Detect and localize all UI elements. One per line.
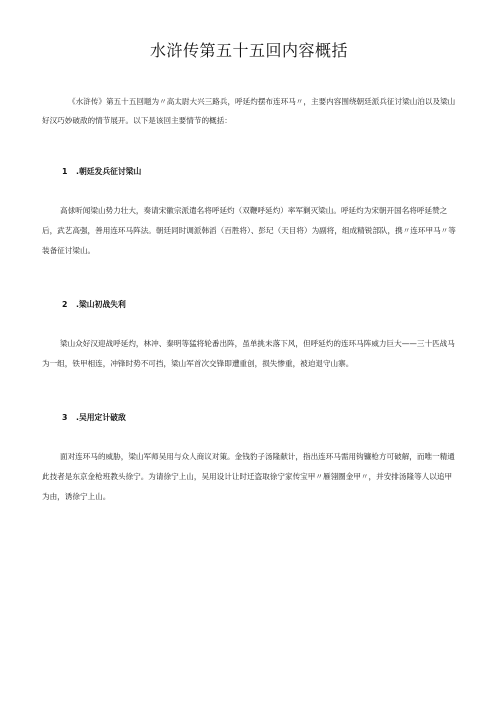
- intro-paragraph: 《水浒传》第五十五回题为〃高太尉大兴三路兵，呼延灼摆布连环马〃，主要内容围绕朝廷派兵征讨梁山泊以及梁山好汉巧妙破敌的情节展开。以下是该回主要情节的概括：: [42, 97, 456, 125]
- section-heading: [42, 298, 456, 312]
- section-1: [42, 165, 456, 261]
- document-title: 水浒传第五十五回内容概括: [149, 41, 348, 60]
- section-number: 2: [62, 300, 68, 309]
- section-title: .吴用定计破敌: [76, 413, 126, 422]
- section-number: 1: [62, 167, 68, 176]
- section-body: 高俅听闻梁山势力壮大，奏请宋徽宗派遣名将呼延灼（双鞭呼延灼）率军剿灭梁山。呼延灼为宋朝开国名将呼延赞之后，武艺高强，善用连环马阵法。朝廷同时调派韩滔（百胜将）、彭玘（天目将）为副将，组成精锐部队，携〃连环甲马〃等装备征讨梁山。: [42, 206, 456, 255]
- section-heading: [42, 165, 456, 179]
- section-heading: [42, 411, 456, 425]
- section-body: 面对连环马的威胁，梁山军师吴用与众人商议对策。金钱豹子汤隆献计，指出连环马需用钩镰枪方可破解，而唯一精通此技者是东京金枪班教头徐宁。为请徐宁上山，吴用设计让时迁盗取徐宁家传宝甲〃雁翎圈金甲〃，并安排汤隆等人以追甲为由，诱徐宁上山。: [42, 452, 455, 501]
- section-2: [42, 298, 456, 374]
- section-title: .梁山初战失利: [76, 300, 126, 309]
- section-3: [42, 411, 456, 507]
- section-title: .朝廷发兵征讨梁山: [76, 167, 142, 176]
- section-body: 梁山众好汉迎战呼延灼，林冲、秦明等猛将轮番出阵，虽单挑未落下风，但呼延灼的连环马阵威力巨大——三十匹战马为一组，铁甲相连，冲锋时势不可挡，梁山军首次交锋即遭重创，损失惨重，被迫退守山寨。: [42, 339, 455, 368]
- section-number: 3: [62, 413, 68, 422]
